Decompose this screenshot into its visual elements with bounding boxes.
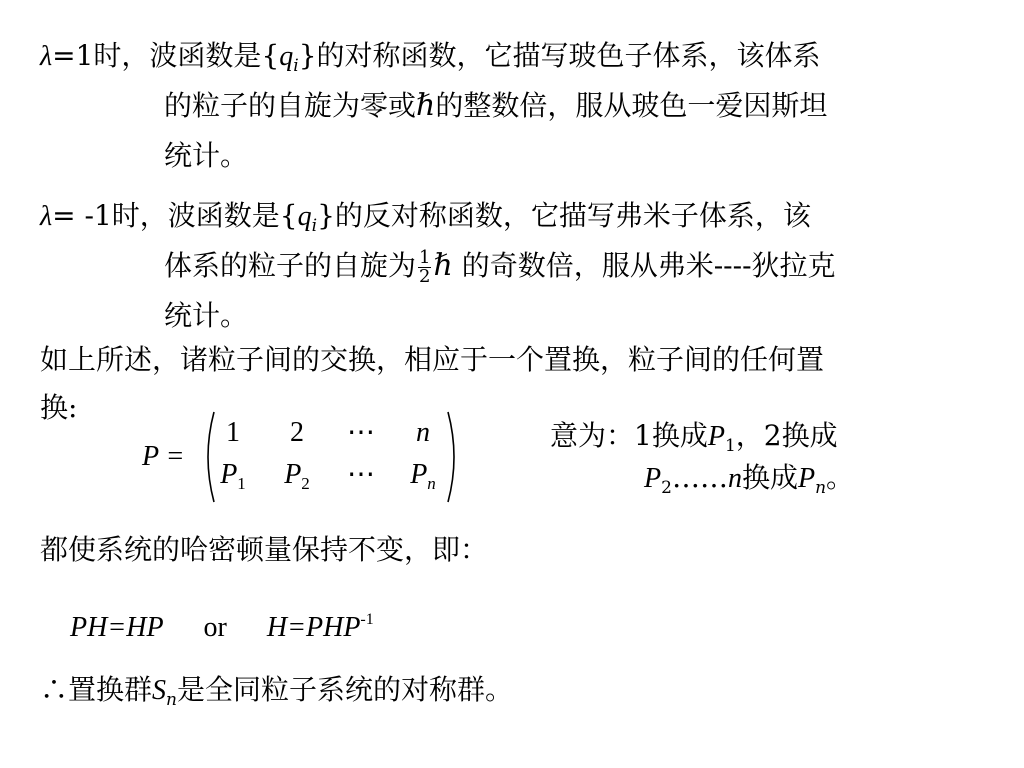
fraction-numerator: 1 [419,247,431,268]
S-subscript: n [166,690,177,710]
matrix-cell-r1c3: ⋯ [347,417,375,448]
para-line2 [40,388,77,428]
meaning-text-c: 换成 [741,461,798,494]
conclusion-text-b: 是全同粒子系统的对称群。 [176,673,513,706]
equation-1: PH=HP [70,612,164,643]
brace-close: } [298,39,317,72]
lambda-value: =1 [52,39,94,72]
para-line1 [40,340,824,380]
q-subscript: i [293,56,299,76]
equation-2: H=PHP [266,612,361,643]
meaning-line2 [644,458,854,508]
block1-line2-a: 的粒子的自旋为零或 [164,89,417,122]
P1-subscript: 1 [724,436,736,456]
brace-close: } [317,199,335,232]
hbar-symbol: ℏ [433,248,453,283]
n-symbol: n [727,463,742,494]
q-symbol: q [297,201,312,232]
Pn-symbol: P [797,463,816,494]
para-line1-text: 如上所述，诸粒子间的交换，相应于一个置换，粒子间的任何置 [40,343,825,376]
equation-2-superscript: -1 [360,611,374,628]
Pn-subscript: n [815,478,827,498]
hamiltonian-equation [70,600,374,648]
block2-text-a: 时，波函数是 [111,199,280,232]
P2-subscript: 2 [661,478,672,498]
fraction-denominator: 2 [419,266,431,287]
ellipsis: …… [671,461,728,494]
brace-open: { [261,39,280,72]
P2-symbol: P [644,463,662,494]
q-symbol: q [279,41,294,72]
block1-line3 [164,136,248,176]
block2-line3-text: 统计。 [164,299,249,332]
conclusion-line [40,670,513,720]
S-symbol: S [152,675,167,706]
matrix-cell-r1c4: n [416,417,430,448]
block1-line2 [164,86,827,126]
block2-line2-a: 体系的粒子的自旋为 [164,249,417,282]
or-word: or [203,612,227,643]
matrix-lhs-text: P = [142,441,185,472]
matrix-cell-r1c1: 1 [226,417,240,448]
lambda-value: = -1 [52,199,112,232]
right-paren [446,410,462,504]
brace-open: { [279,199,298,232]
block1-text-a: 时，波函数是 [93,39,262,72]
block1-line2-b: 的整数倍，服从玻色一爱因斯坦 [435,89,828,122]
block2-line1 [40,196,811,246]
q-subscript: i [311,216,318,236]
block2-line2-b: 的奇数倍，服从弗米----狄拉克 [452,249,836,282]
block1-line3-text: 统计。 [164,139,249,172]
hamiltonian-line [40,530,488,570]
P1-symbol: P [707,421,725,452]
block2-text-b: 的反对称函数，它描写弗米子体系，该 [334,199,811,232]
matrix-cell-r2c4: $P_n$ [410,459,436,493]
conclusion-text-a: 置换群 [68,673,153,706]
meaning-end: 。 [826,461,855,494]
matrix-cell-r1c2: 2 [290,417,304,448]
therefore-symbol: ∴ [40,673,69,706]
meaning-text-b: ，2换成 [735,419,838,452]
block1-line1 [40,36,821,86]
permutation-matrix [200,410,462,504]
block2-line2 [164,246,836,286]
meaning-text-a: 意为：1换成 [550,419,708,452]
matrix-cell-r2c1: $P_1$ [220,459,246,493]
half-fraction [418,249,431,286]
lambda-symbol: λ [40,201,53,232]
matrix-lhs [142,437,185,477]
para-line2-text: 换: [40,391,78,424]
hamiltonian-text: 都使系统的哈密顿量保持不变，即： [40,533,489,566]
lambda-symbol: λ [40,41,53,72]
block1-text-b: 的对称函数，它描写玻色子体系，该体系 [316,39,821,72]
matrix-cell-r2c3: ⋯ [347,459,375,490]
block2-line3 [164,296,248,336]
hbar-symbol: ℏ [416,88,436,123]
matrix-cell-r2c2: $P_2$ [284,459,310,493]
